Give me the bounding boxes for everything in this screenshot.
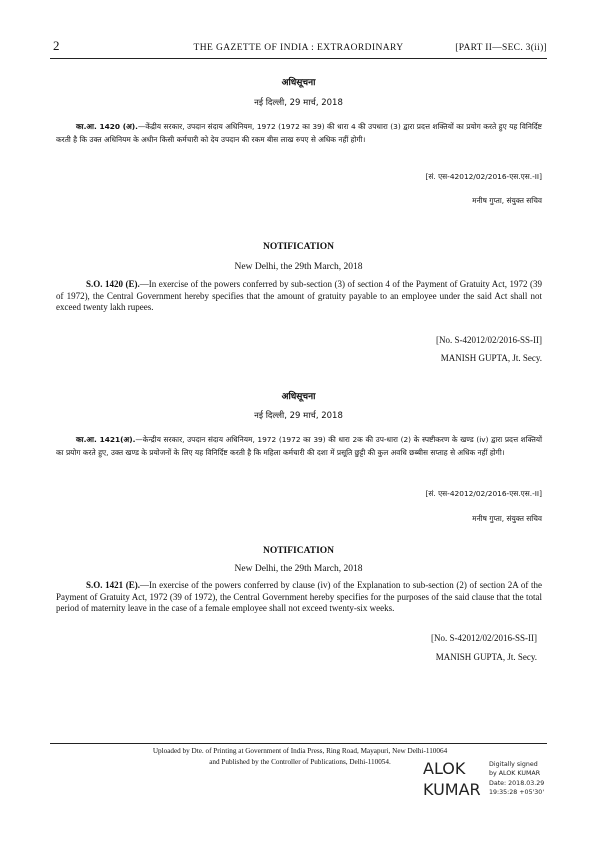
hindi-signatory-1: मनीष गुप्ता, संयुक्त सचिव xyxy=(472,196,542,205)
header-rule xyxy=(50,58,547,59)
hindi-file-number-2: [सं. एस-42012/02/2016-एस.एस.-II] xyxy=(425,489,542,498)
dsig-line-1: Digitally signed xyxy=(489,761,538,768)
english-text-1: —In exercise of the powers conferred by sub-section (3) of section 4 of the Payment of Gratuity Act, 1972 (39 of 1972), the Central Government hereby specifies that the amount of gratuity payable to an employee under the said Act shall not exceed twenty lakh rupees. xyxy=(56,279,542,313)
english-signatory-2: MANISH GUPTA, Jt. Secy. xyxy=(435,652,537,662)
page-number: 2 xyxy=(53,38,60,53)
hindi-ref-2: का.आ. 1421(अ). xyxy=(76,435,136,444)
english-notification-title-2: NOTIFICATION xyxy=(262,546,335,556)
hindi-notification-body-2 xyxy=(56,433,542,459)
hindi-notification-body-1 xyxy=(56,120,542,146)
hindi-text-1: —केंद्रीय सरकार, उपदान संदाय अधिनियम, 1972 (1972 का 39) की धारा 4 की उपधारा (3) द्वारा प्रदत्त शक्तियों का प्रयोग करते हुए यह विनिर्दिष्ट करती है कि उक्त अधिनियम के अधीन किसी कर्मचारी को देय उपदान की रकम बीस लाख रुपए से अधिक नहीं होगी। xyxy=(56,122,542,144)
dsig-line-2: by ALOK KUMAR xyxy=(489,770,541,778)
footer-line-2: and Published by the Controller of Publications, Delhi-110054. xyxy=(209,757,391,766)
english-file-number-1: [No. S-42012/02/2016-SS-II] xyxy=(436,335,542,345)
hindi-notification-title-1: अधिसूचना xyxy=(281,78,316,88)
gazette-title: THE GAZETTE OF INDIA : EXTRAORDINARY xyxy=(193,43,404,53)
hindi-file-number-1: [सं. एस-42012/02/2016-एस.एस.-II] xyxy=(425,172,542,181)
english-signatory-1: MANISH GUPTA, Jt. Secy. xyxy=(440,353,542,363)
hindi-ref-1: का.आ. 1420 (अ). xyxy=(76,122,138,131)
hindi-notification-date-1: नई दिल्ली, 29 मार्च, 2018 xyxy=(254,98,343,108)
english-notification-date-1: New Delhi, the 29th March, 2018 xyxy=(234,262,363,272)
digital-signature-block xyxy=(489,760,564,798)
signature-signer-name xyxy=(423,758,493,800)
hindi-notification-title-2: अधिसूचना xyxy=(281,392,316,402)
dsig-line-3: Date: 2018.03.29 xyxy=(489,779,545,787)
signer-first-name: ALOK xyxy=(423,759,466,778)
page-header xyxy=(50,38,547,55)
hindi-notification-date-2: नई दिल्ली, 29 मार्च, 2018 xyxy=(254,411,343,421)
english-notification-title-1: NOTIFICATION xyxy=(262,242,335,252)
footer-line-1: Uploaded by Dte. of Printing at Government of India Press, Ring Road, Mayapuri, New Delhi-110064 xyxy=(152,747,448,755)
english-text-2: —In exercise of the powers conferred by clause (iv) of the Explanation to sub-section (2) of section 2A of the Payment of Gratuity Act, 1972 (39 of 1972), the Central Government hereby specifies for the purposes of the said clause that the total period of maternity leave in the case of a female employee shall not exceed twenty-six weeks. xyxy=(56,580,542,614)
hindi-signatory-2: मनीष गुप्ता, संयुक्त सचिव xyxy=(472,514,542,523)
signer-last-name: KUMAR xyxy=(423,780,481,799)
english-notification-body-1 xyxy=(56,279,542,314)
english-file-number-2: [No. S-42012/02/2016-SS-II] xyxy=(431,633,537,643)
hindi-text-2: —केन्द्रीय सरकार, उपदान संदाय अधिनियम, 1972 (1972 का 39) की धारा 2क की उप-धारा (2) के स्पष्टीकरण के खण्ड (iv) द्वारा प्रदत्त शक्तियों का प्रयोग करते हुए, उक्त खण्ड के प्रयोजनों के लिए यह विनिर्दिष्ट करती है कि महिला कर्मचारी की दशा में प्रसूति छुट्टी की कुल अवधि छब्बीस सप्ताह से अधिक नहीं होगी। xyxy=(56,435,543,457)
part-section: [PART II—SEC. 3(ii)] xyxy=(455,43,547,53)
english-notification-body-2 xyxy=(56,580,542,615)
english-notification-date-2: New Delhi, the 29th March, 2018 xyxy=(234,564,363,574)
dsig-line-4: 19:35:28 +05'30' xyxy=(489,789,545,797)
english-ref-2: S.O. 1421 (E). xyxy=(86,580,141,590)
footer-rule xyxy=(50,743,547,744)
english-ref-1: S.O. 1420 (E). xyxy=(86,279,140,289)
